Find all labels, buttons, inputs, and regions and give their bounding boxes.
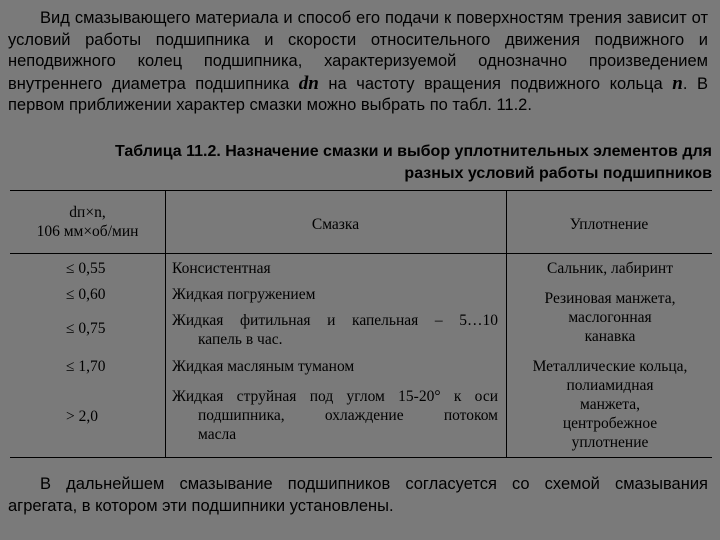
seal-cell-3-line5: уплотнение bbox=[571, 434, 649, 451]
seal-cell-3-line2: полиамидная bbox=[566, 377, 654, 394]
seal-cell-2-line1: Резиновая манжета, bbox=[544, 290, 676, 307]
header-seal: Уплотнение bbox=[569, 216, 649, 233]
seal-cell-3 bbox=[508, 357, 712, 452]
lubrication-cell-2: Жидкая погружением bbox=[172, 286, 316, 303]
table-caption: Таблица 11.2. Назначение смазки и выбор уплотнительных элементов для разных условий работы подшипников bbox=[114, 143, 712, 182]
lubrication-cell-5-line1: Жидкая струйная под углом 15-20° к оси bbox=[172, 388, 498, 405]
header-speed bbox=[10, 203, 165, 241]
header-speed-line2: 106 мм×об/мин bbox=[36, 223, 139, 240]
speed-cell-2: ≤ 0,60 bbox=[66, 286, 106, 303]
n-symbol: n bbox=[672, 72, 683, 94]
seal-cell-2-line3: канавка bbox=[584, 328, 636, 345]
lubrication-cell-4: Жидкая масляным туманом bbox=[172, 358, 355, 375]
lubrication-cell-1: Консистентная bbox=[172, 260, 271, 277]
conclusion-paragraph bbox=[8, 474, 708, 517]
intro-paragraph bbox=[8, 8, 708, 117]
lubrication-cell-5-line2: подшипника, охлаждение потоком bbox=[198, 407, 498, 424]
seal-cell-2-line2: маслогонная bbox=[568, 309, 652, 326]
lubrication-cell-5 bbox=[172, 387, 498, 444]
header-lubrication: Смазка bbox=[311, 216, 360, 233]
lubrication-cell-5-line3: масла bbox=[198, 426, 237, 443]
d-symbol: dп bbox=[298, 72, 319, 94]
speed-cell-1: ≤ 0,55 bbox=[66, 260, 106, 277]
speed-cell-4: ≤ 1,70 bbox=[66, 358, 106, 375]
seal-cell-3-line4: центробежное bbox=[562, 415, 658, 432]
seal-cell-3-line3: манжета, bbox=[580, 396, 640, 413]
lubrication-table bbox=[10, 190, 712, 458]
header-speed-line1: dп×n, bbox=[69, 204, 106, 221]
lubrication-cell-3-line1: Жидкая фитильная и капельная – 5…10 bbox=[172, 312, 498, 329]
intro-text-3: . В первом приближении характер смазки можно выбрать по табл. 11.2. bbox=[8, 74, 708, 114]
speed-cell-5: > 2,0 bbox=[66, 408, 98, 425]
lubrication-cell-3 bbox=[172, 311, 498, 349]
intro-text-2: на частоту вращения подвижного кольца bbox=[318, 74, 673, 93]
seal-cell-2 bbox=[508, 289, 712, 346]
seal-cell-3-line1: Металлические кольца, bbox=[532, 358, 688, 375]
speed-cell-3: ≤ 0,75 bbox=[66, 320, 106, 337]
conclusion-text: В дальнейшем смазывание подшипников согласуется со схемой смазывания агрегата, в котором эти подшипники установлены. bbox=[8, 475, 708, 515]
seal-cell-1: Сальник, лабиринт bbox=[547, 260, 673, 277]
intro-text-1: Вид смазывающего материала и способ его подачи к поверхностям трения зависит от условий работы подшипника и скорости относительного движения подвижного и неподвижного колец подшипника, характеризуемой однозначно произведением внутреннего диаметра подшипника bbox=[8, 9, 708, 93]
header-divider bbox=[10, 253, 712, 254]
lubrication-cell-3-line2: капель в час. bbox=[198, 331, 283, 348]
